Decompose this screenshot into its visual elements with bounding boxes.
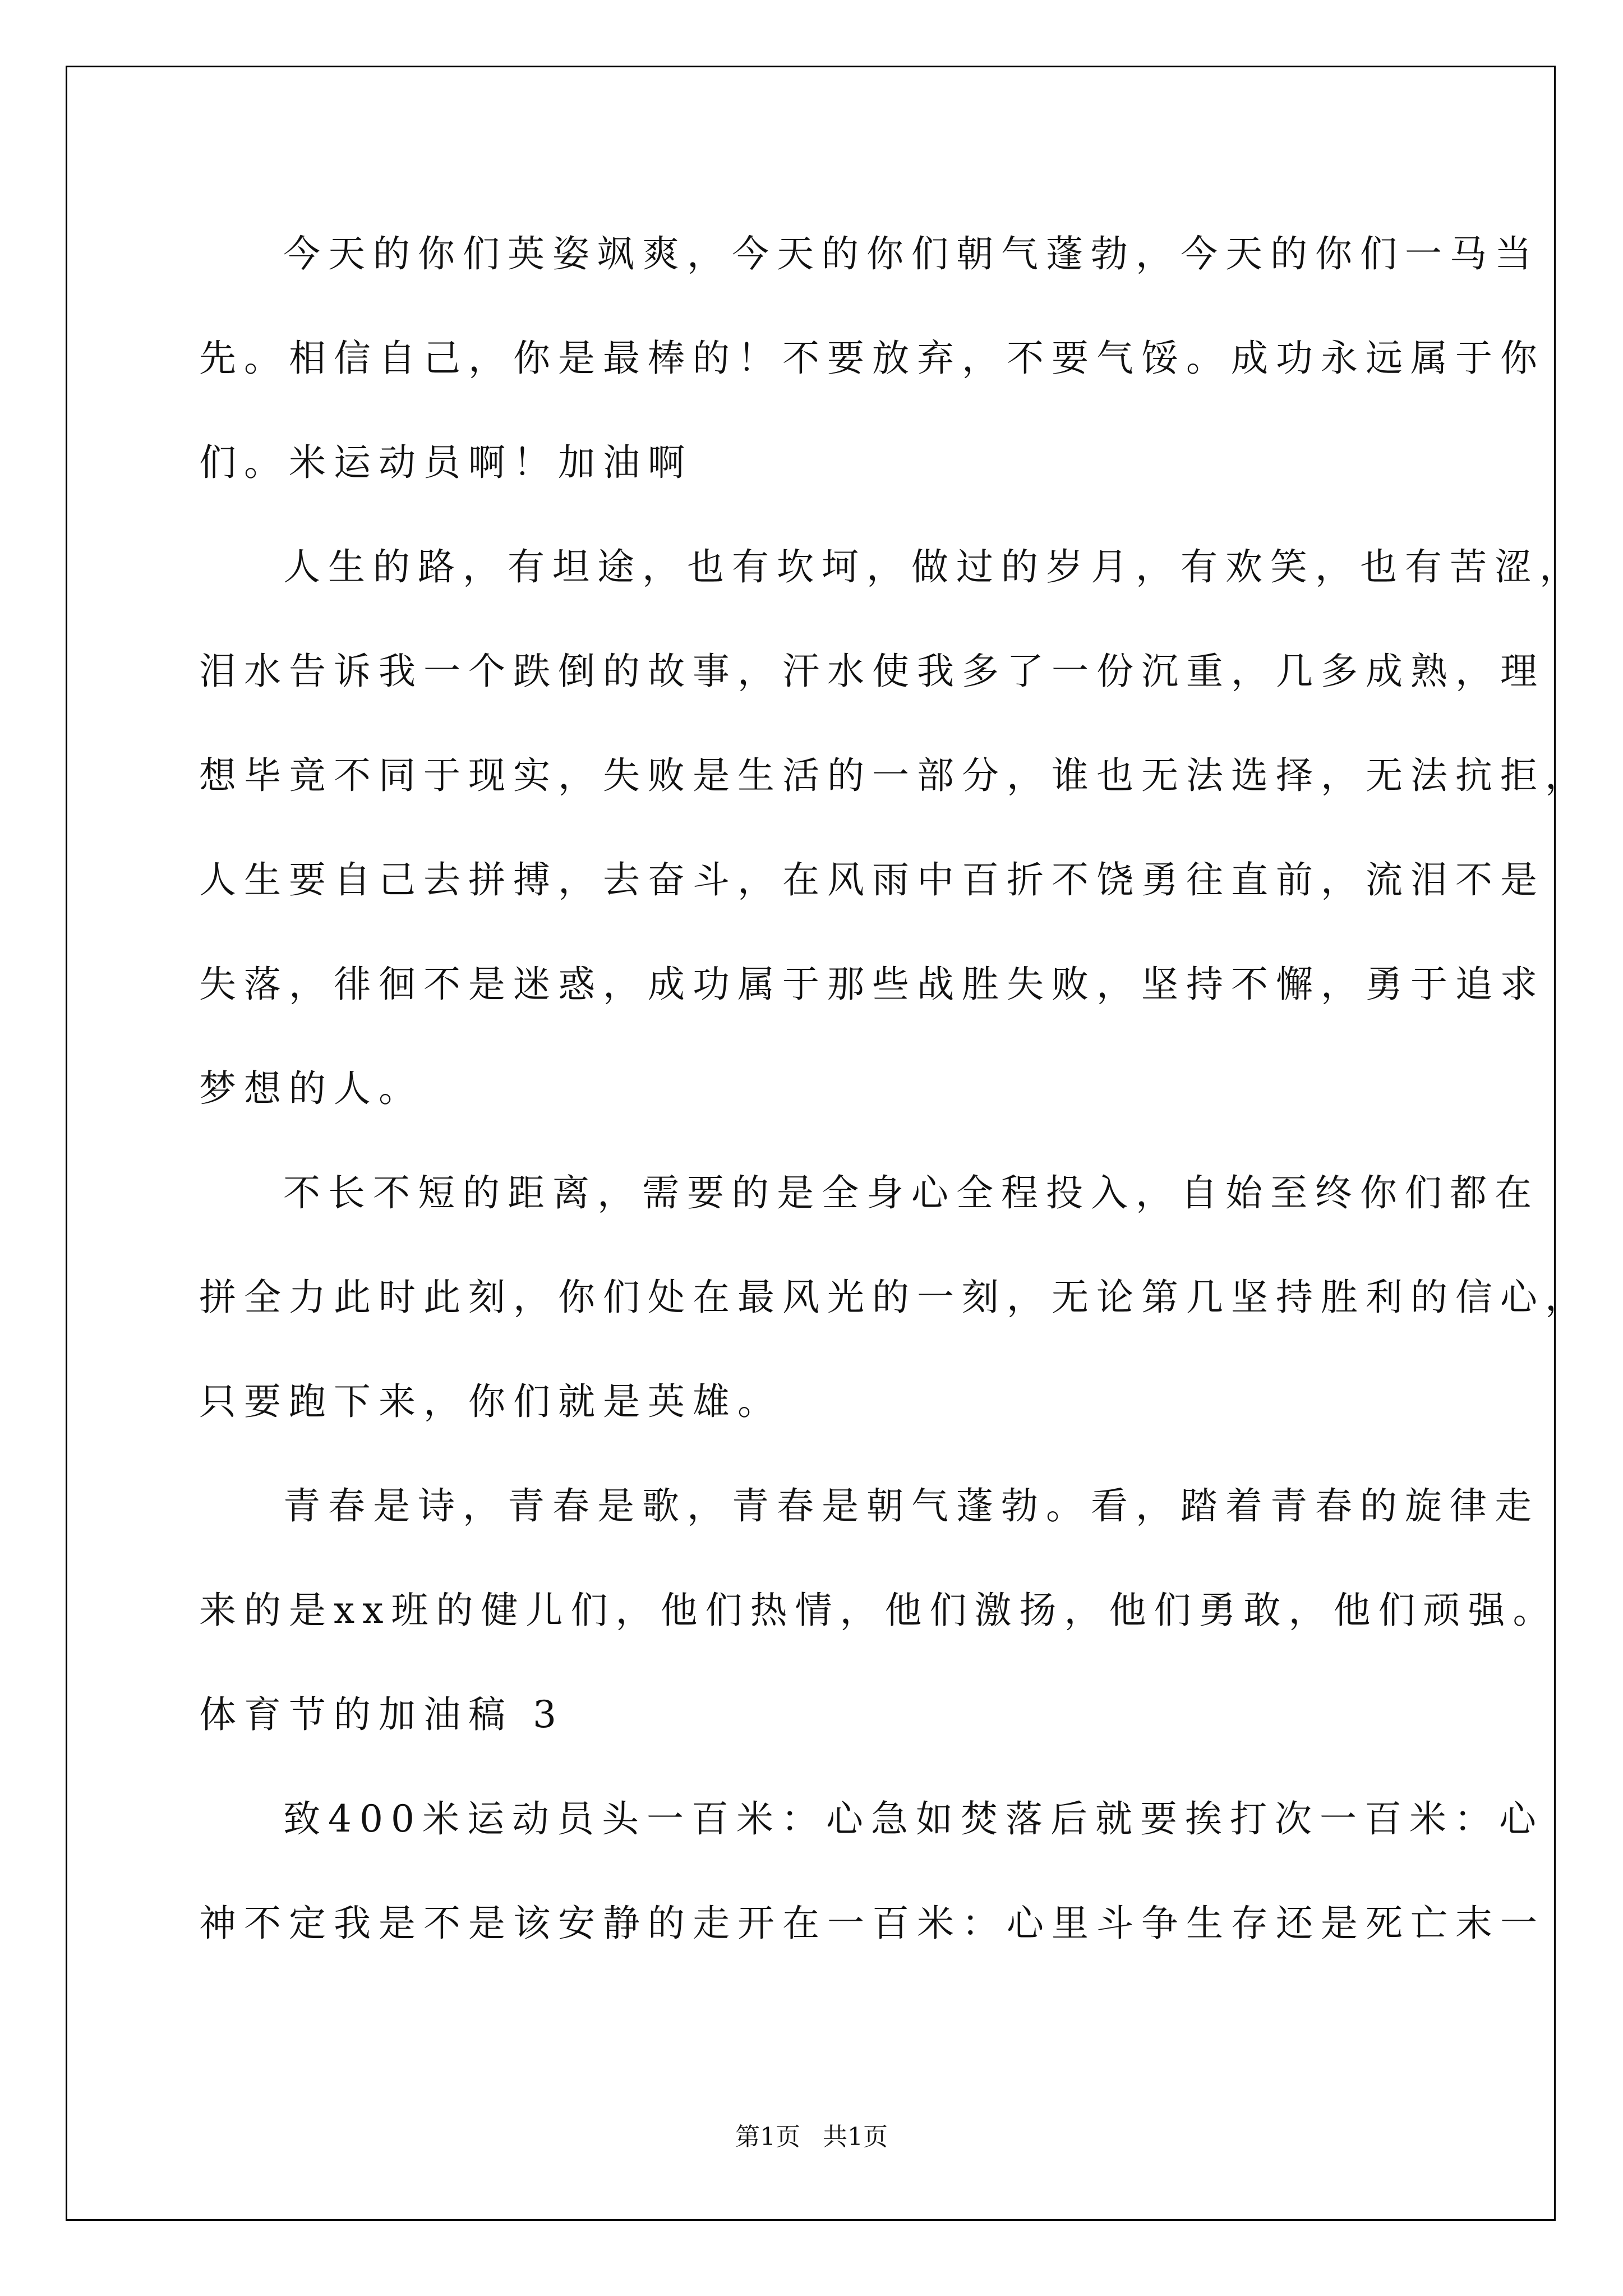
page-number: 第1页 bbox=[735, 2123, 800, 2151]
text-line: 青春是诗，青春是歌，青春是朝气蓬勃。看，踏着青春的旋律走 bbox=[283, 1484, 1539, 1527]
text-line: 们。米运动员啊！加油啊 bbox=[199, 441, 693, 484]
text-line: 人生的路，有坦途，也有坎坷，做过的岁月，有欢笑，也有苦涩， bbox=[283, 545, 1584, 588]
text-line: 不长不短的距离，需要的是全身心全程投入，自始至终你们都在 bbox=[283, 1171, 1539, 1214]
text-line: 今天的你们英姿飒爽，今天的你们朝气蓬勃，今天的你们一马当 bbox=[283, 232, 1539, 275]
text-line: 人生要自己去拼搏，去奋斗，在风雨中百折不饶勇往直前，流泪不是 bbox=[199, 858, 1545, 901]
page-footer bbox=[0, 2120, 1623, 2154]
section-heading: 体育节的加油稿 3 bbox=[199, 1693, 564, 1736]
text-line: 神不定我是不是该安静的走开在一百米：心里斗争生存还是死亡末一 bbox=[199, 1902, 1545, 1945]
document-body bbox=[199, 202, 1590, 1976]
text-line: 先。相信自己，你是最棒的！不要放弃，不要气馁。成功永远属于你 bbox=[199, 337, 1545, 380]
text-line: 泪水告诉我一个跌倒的故事，汗水使我多了一份沉重，几多成熟，理 bbox=[199, 650, 1545, 693]
text-line: 致400米运动员头一百米：心急如焚落后就要挨打次一百米：心 bbox=[283, 1797, 1544, 1841]
text-line: 梦想的人。 bbox=[199, 1067, 423, 1110]
text-line: 来的是xx班的健儿们，他们热情，他们激扬，他们勇敢，他们顽强。 bbox=[199, 1589, 1558, 1632]
text-line: 想毕竟不同于现实，失败是生活的一部分，谁也无法选择，无法抗拒， bbox=[199, 754, 1590, 797]
text-line: 失落，徘徊不是迷惑，成功属于那些战胜失败，坚持不懈，勇于追求 bbox=[199, 963, 1545, 1006]
text-line: 拼全力此时此刻，你们处在最风光的一刻，无论第几坚持胜利的信心， bbox=[199, 1276, 1590, 1319]
page-total: 共1页 bbox=[823, 2123, 888, 2151]
text-line: 只要跑下来，你们就是英雄。 bbox=[199, 1380, 782, 1423]
